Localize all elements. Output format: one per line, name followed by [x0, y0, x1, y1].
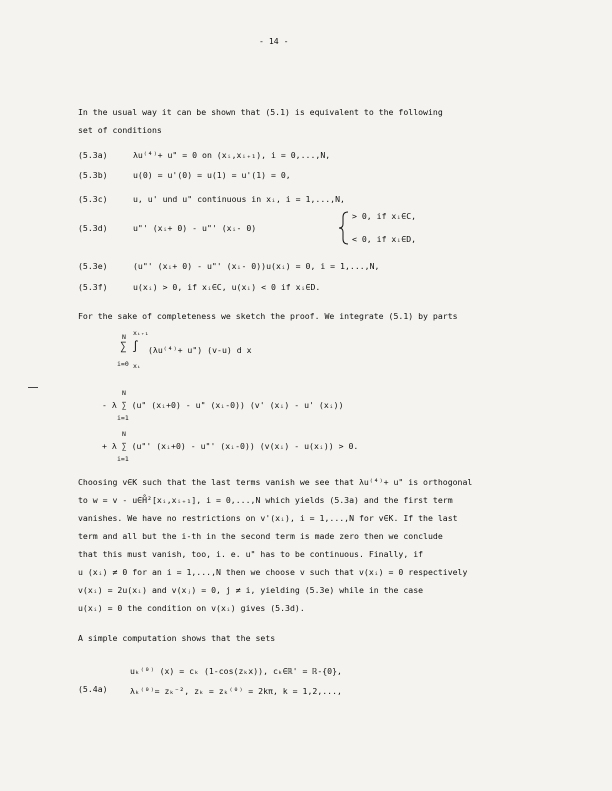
- intro-line-2: set of conditions: [78, 125, 162, 135]
- eq-5-4a-line-2: λₖ⁽⁰⁾= zₖ⁻², zₖ = zₖ⁽⁰⁾ = 2kπ, k = 1,2,...,: [130, 686, 342, 696]
- para-line-3: vanishes. We have no restrictions on v'(xᵢ), i = 1,...,N for v∈K. If the last: [78, 513, 458, 523]
- integral-upper-limit: xᵢ₊₁: [133, 329, 149, 337]
- eq-tag-5-3e: (5.3e): [78, 261, 108, 271]
- eq-5-4a-line-1: uₖ⁽⁰⁾ (x) = cₖ (1-cos(zₖx)), cₖ∈ℝ' = ℝ-{0},: [130, 666, 342, 676]
- para-line-5: that this must vanish, too, i. e. u" has to be continuous. Finally, if: [78, 549, 424, 559]
- integral-lower-limit: xᵢ: [133, 362, 141, 370]
- eq-tag-5-3c: (5.3c): [78, 194, 108, 204]
- para-line-1: Choosing v∈K such that the last terms vanish we see that λu⁽⁴⁾+ u" is orthogonal: [78, 477, 473, 487]
- eq-5-3d-case-2: < 0, if xᵢ∈D,: [352, 234, 417, 244]
- eq-5-3d-case-1: > 0, if xᵢ∈C,: [352, 211, 417, 221]
- integrand: (λu⁽⁴⁾+ u") (v-u) d x: [148, 345, 252, 355]
- line3-expression: + λ ∑ (u"' (xᵢ+0) - u"' (xᵢ-0)) (v(xᵢ) - u(xᵢ)) > 0.: [102, 441, 359, 451]
- sum-sign: ∑: [120, 340, 127, 353]
- eq-5-3f: u(xᵢ) > 0, if xᵢ∈C, u(xᵢ) < 0 if xᵢ∈D.: [133, 282, 321, 292]
- page-number: - 14 -: [259, 36, 289, 46]
- margin-mark: [28, 387, 38, 388]
- eq-tag-5-3a: (5.3a): [78, 150, 108, 160]
- sets-intro: A simple computation shows that the sets: [78, 633, 276, 643]
- line3-lower-limit: i=1: [117, 455, 129, 463]
- para-line-7: v(xᵢ) = 2u(xᵢ) and v(xⱼ) = 0, j ≠ i, yielding (5.3e) while in the case: [78, 585, 424, 595]
- eq-tag-5-4a: (5.4a): [78, 684, 108, 694]
- line2-expression: - λ ∑ (u" (xᵢ+0) - u" (xᵢ-0)) (v' (xᵢ) - u' (xᵢ)): [102, 400, 344, 410]
- proof-intro: For the sake of completeness we sketch the proof. We integrate (5.1) by parts: [78, 311, 458, 321]
- para-line-2: to w = v - u∈H̊²[xᵢ,xᵢ₊₁], i = 0,...,N which yields (5.3a) and the first term: [78, 495, 453, 505]
- para-line-6: u (xᵢ) ≠ 0 for an i = 1,...,N then we choose v such that v(xᵢ) = 0 respectively: [78, 567, 468, 577]
- eq-tag-5-3f: (5.3f): [78, 282, 108, 292]
- eq-5-3a: λu⁽⁴⁾+ u" = 0 on (xᵢ,xᵢ₊₁), i = 0,...,N,: [133, 150, 331, 160]
- eq-5-3d-lhs: u"' (xᵢ+ 0) - u"' (xᵢ- 0): [133, 223, 257, 233]
- integral-sign: ∫: [132, 340, 139, 353]
- intro-line-1: In the usual way it can be shown that (5.1) is equivalent to the following: [78, 107, 443, 117]
- para-line-4: term and all but the i-th in the second term is made zero then we conclude: [78, 531, 443, 541]
- eq-5-3c: u, u' und u" continuous in xᵢ, i = 1,...,N,: [133, 194, 345, 204]
- line2-lower-limit: i=1: [117, 414, 129, 422]
- para-line-8: u(xᵢ) = 0 the condition on v(xᵢ) gives (5.3d).: [78, 603, 305, 613]
- sum-upper-limit: N: [122, 333, 126, 341]
- sum-lower-limit: i=0: [117, 360, 129, 368]
- eq-tag-5-3b: (5.3b): [78, 170, 108, 180]
- left-brace: [338, 211, 350, 245]
- line3-upper-limit: N: [122, 430, 126, 438]
- eq-5-3b: u(0) = u'(0) = u(1) = u'(1) = 0,: [133, 170, 291, 180]
- line2-upper-limit: N: [122, 389, 126, 397]
- eq-5-3e: (u"' (xᵢ+ 0) - u"' (xᵢ- 0))u(xᵢ) = 0, i = 1,...,N,: [133, 261, 380, 271]
- eq-tag-5-3d: (5.3d): [78, 223, 108, 233]
